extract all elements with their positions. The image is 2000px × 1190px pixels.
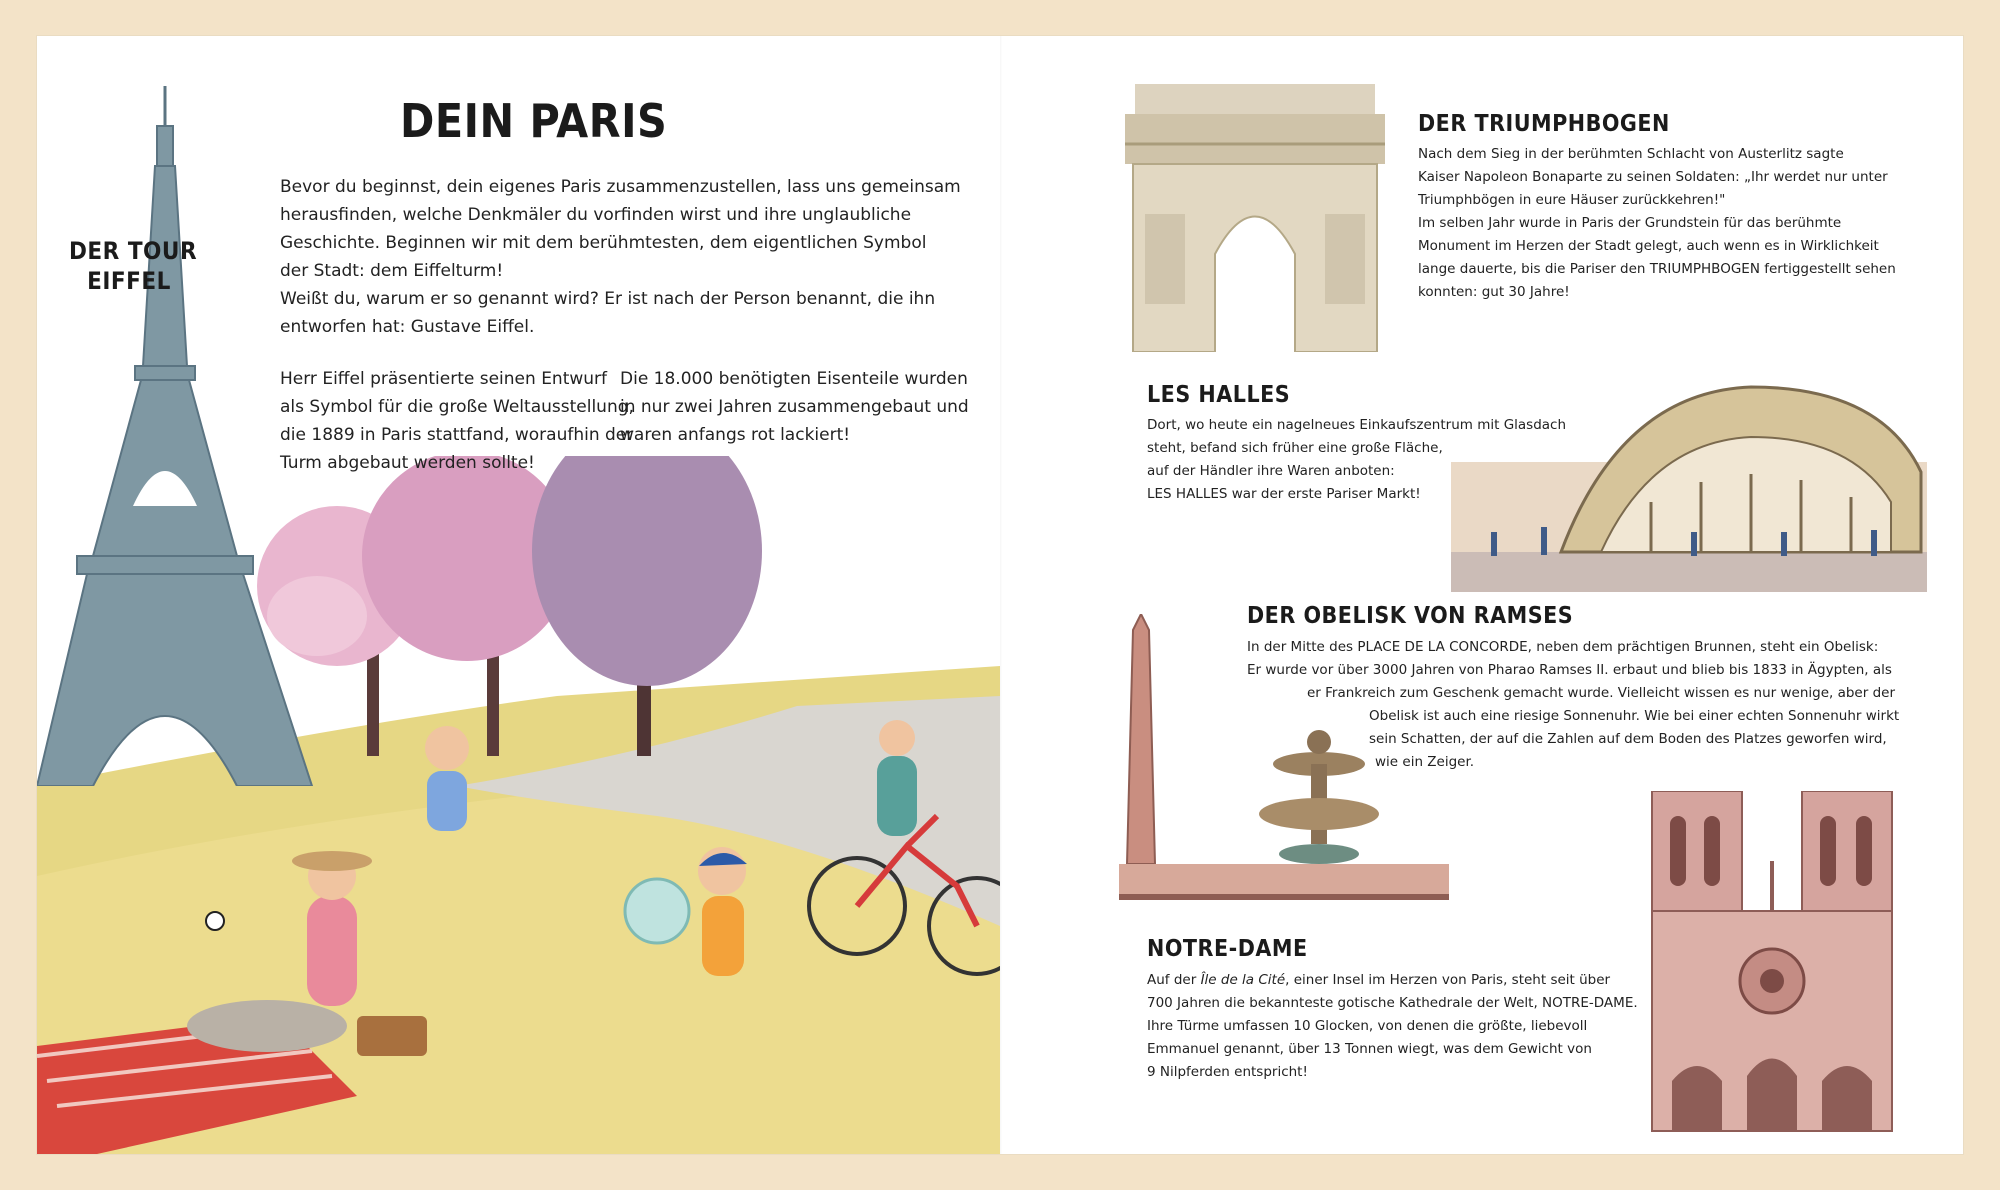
text-line: Monument im Herzen der Stadt gelegt, auch wenn es in Wirklichkeit: [1418, 238, 1879, 254]
eiffel-tower-illustration: [37, 86, 317, 786]
text-fragment: Auf der: [1147, 972, 1201, 988]
les-halles-illustration: [1451, 382, 1927, 592]
page-gutter: [1000, 36, 1002, 1154]
text-line: auf der Händler ihre Waren anboten:: [1147, 463, 1395, 479]
page-title: DEIN PARIS: [400, 94, 668, 148]
text-line: Dort, wo heute ein nagelneues Einkaufszentrum mit Glasdach: [1147, 417, 1567, 433]
halles-title: LES HALLES: [1147, 382, 1291, 408]
intro-text: [280, 173, 961, 341]
text-line: In der Mitte des PLACE DE LA CONCORDE, neben dem prächtigen Brunnen, steht ein Obelisk:: [1247, 639, 1879, 655]
text-line: als Symbol für die große Weltausstellung,: [280, 397, 634, 417]
text-line: wie ein Zeiger.: [1375, 754, 1475, 770]
text-line: 9 Nilpferden entspricht!: [1147, 1064, 1308, 1080]
text-line: Bevor du beginnst, dein eigenes Paris zusammenzustellen, lass uns gemeinsam: [280, 177, 961, 197]
text-line: entworfen hat: Gustave Eiffel.: [280, 317, 535, 337]
book-spread: [37, 36, 1963, 1154]
text-line: die 1889 in Paris stattfand, woraufhin der: [280, 425, 634, 445]
obelisk-fountain-illustration: [1119, 614, 1449, 914]
triumph-text: [1418, 143, 1896, 304]
text-line: in nur zwei Jahren zusammengebaut und: [620, 397, 969, 417]
text-line: LES HALLES war der erste Pariser Markt!: [1147, 486, 1421, 502]
text-line: Er wurde vor über 3000 Jahren von Pharao Ramses II. erbaut und blieb bis 1833 in Ägypten, als: [1247, 662, 1892, 678]
text-line: waren anfangs rot lackiert!: [620, 425, 851, 445]
text-line: steht, befand sich früher eine große Fläche,: [1147, 440, 1443, 456]
triumph-title: DER TRIUMPHBOGEN: [1418, 111, 1670, 137]
notre-dame-text: [1147, 969, 1638, 1084]
text-line: Ihre Türme umfassen 10 Glocken, von denen die größte, liebevoll: [1147, 1018, 1588, 1034]
text-line: lange dauerte, bis die Pariser den TRIUMPHBOGEN fertiggestellt sehen: [1418, 261, 1896, 277]
arc-de-triomphe-illustration: [1125, 84, 1385, 352]
eiffel-column-2: [620, 365, 969, 449]
beach-ball: [625, 879, 689, 943]
text-line: Emmanuel genannt, über 13 Tonnen wiegt, was dem Gewicht von: [1147, 1041, 1592, 1057]
text-line: sein Schatten, der auf die Zahlen auf dem Boden des Platzes geworfen wird,: [1369, 731, 1887, 747]
text-line: er Frankreich zum Geschenk gemacht wurde. Vielleicht wissen es nur wenige, aber der: [1307, 685, 1896, 701]
text-line: Herr Eiffel präsentierte seinen Entwurf: [280, 369, 608, 389]
notre-dame-title: NOTRE-DAME: [1147, 936, 1308, 962]
notre-dame-illustration: [1642, 791, 1902, 1136]
eiffel-column-1: [280, 365, 634, 477]
eiffel-label: [69, 236, 198, 296]
eiffel-label-line: EIFFEL: [87, 267, 171, 295]
text-line: konnten: gut 30 Jahre!: [1418, 284, 1570, 300]
text-line: Triumphbögen in eure Häuser zurückkehren!": [1418, 192, 1726, 208]
eiffel-label-line: DER TOUR: [69, 237, 198, 265]
text-line: 700 Jahren die bekannteste gotische Kathedrale der Welt, NOTRE-DAME.: [1147, 995, 1638, 1011]
text-line: Die 18.000 benötigten Eisenteile wurden: [620, 369, 968, 389]
text-line: Turm abgebaut werden sollte!: [280, 453, 535, 473]
text-line: Obelisk ist auch eine riesige Sonnenuhr. Wie bei einer echten Sonnenuhr wirkt: [1369, 708, 1900, 724]
obelisk-title: DER OBELISK VON RAMSES: [1247, 603, 1574, 629]
text-line: Weißt du, warum er so genannt wird? Er ist nach der Person benannt, die ihn: [280, 289, 936, 309]
text-line: herausfinden, welche Denkmäler du vorfinden wirst und ihre unglaubliche: [280, 205, 912, 225]
text-line: Im selben Jahr wurde in Paris der Grundstein für das berühmte: [1418, 215, 1842, 231]
text-line: Kaiser Napoleon Bonaparte zu seinen Soldaten: „Ihr werdet nur unter: [1418, 169, 1888, 185]
text-line: der Stadt: dem Eiffelturm!: [280, 261, 504, 281]
picnic-basket: [357, 1016, 427, 1056]
text-fragment: , einer Insel im Herzen von Paris, steht seit über: [1285, 972, 1611, 988]
text-line: Nach dem Sieg in der berühmten Schlacht von Austerlitz sagte: [1418, 146, 1844, 162]
text-line: Geschichte. Beginnen wir mit dem berühmtesten, dem eigentlichen Symbol: [280, 233, 927, 253]
text-line: [1147, 969, 1638, 992]
ile-de-la-cite-italic: Île de la Cité: [1200, 972, 1286, 988]
